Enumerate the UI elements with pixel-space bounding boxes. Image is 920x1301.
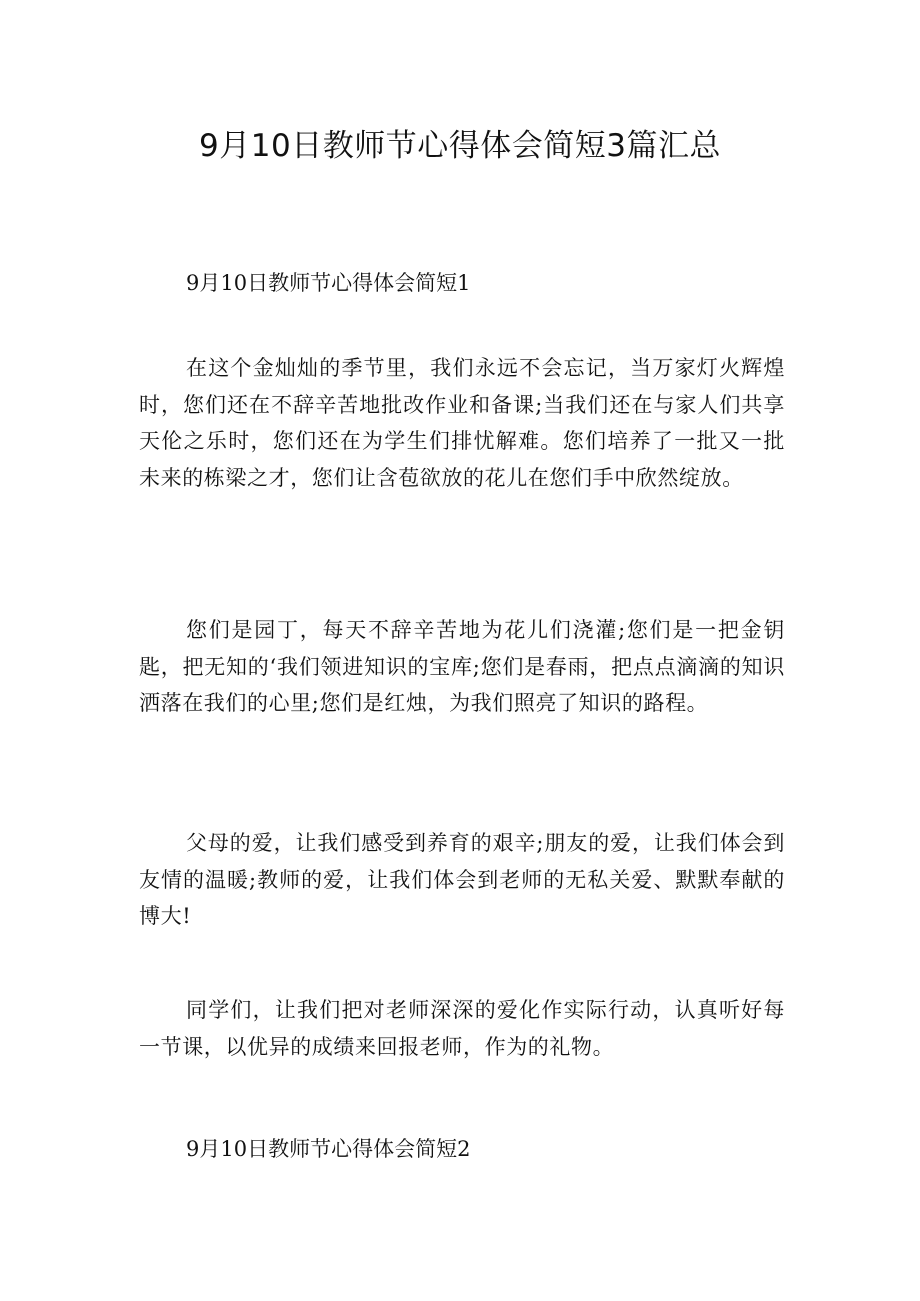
paragraph: 父母的爱，让我们感受到养育的艰辛;朋友的爱，让我们体会到友情的温暖;教师的爱，让我们体会到老师的无私关爱、默默奉献的博大! <box>139 831 785 929</box>
section-heading-2: 9月10日教师节心得体会简短2 <box>186 1137 471 1161</box>
page-title: 9月10日教师节心得体会简短3篇汇总 <box>199 128 721 164</box>
section-heading-1: 9月10日教师节心得体会简短1 <box>186 271 471 295</box>
paragraph: 同学们，让我们把对老师深深的爱化作实际行动，认真听好每一节课，以优异的成绩来回报老师，作为的礼物。 <box>139 998 785 1059</box>
paragraph: 在这个金灿灿的季节里，我们永远不会忘记，当万家灯火辉煌时，您们还在不辞辛苦地批改作业和备课;当我们还在与家人们共享天伦之乐时，您们还在为学生们排忧解难。您们培养了一批又一批未来的栋梁之才，您们让含苞欲放的花儿在您们手中欣然绽放。 <box>139 356 785 490</box>
paragraph: 您们是园丁，每天不辞辛苦地为花儿们浇灌;您们是一把金钥匙，把无知的‘我们领进知识的宝库;您们是春雨，把点点滴滴的知识洒落在我们的心里;您们是红烛，为我们照亮了知识的路程。 <box>139 618 785 716</box>
